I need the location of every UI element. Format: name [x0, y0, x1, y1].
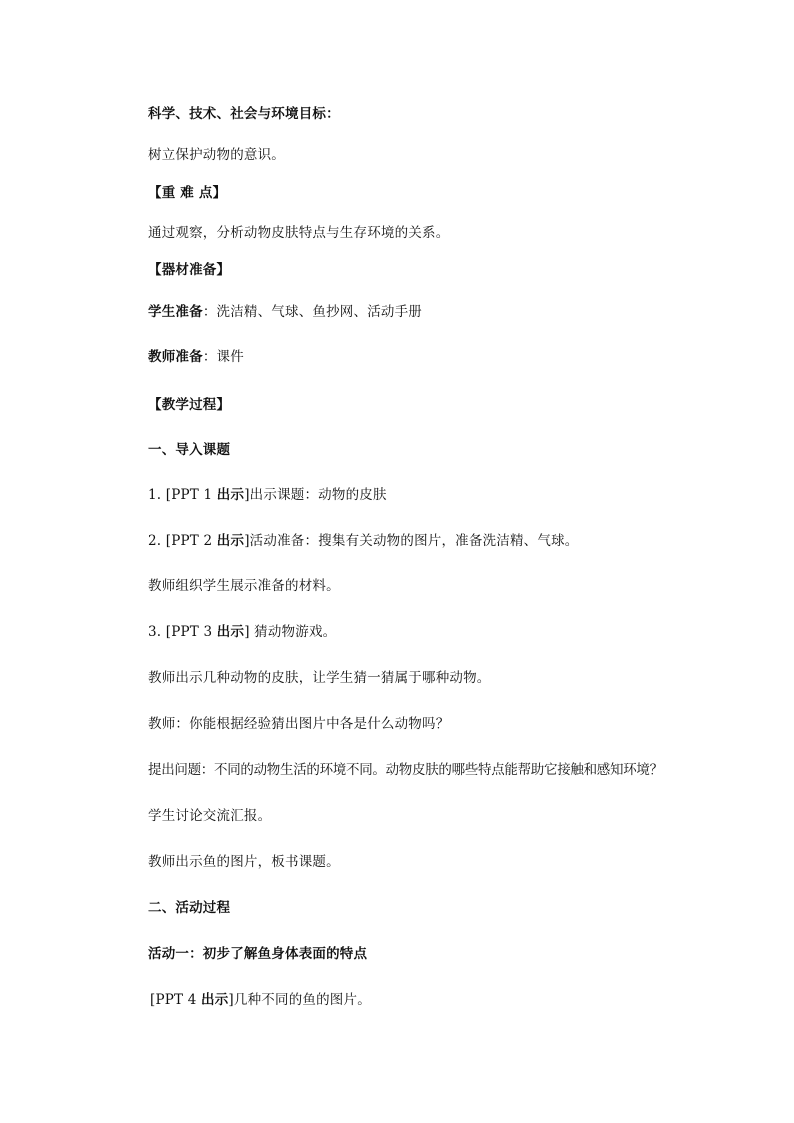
step2-line — [148, 532, 578, 550]
step2-rest: ]活动准备：搜集有关动物的图片，准备洗洁精、气球。 — [244, 533, 579, 549]
heading-materials: 【器材准备】 — [148, 262, 231, 278]
para-fish: 教师出示鱼的图片，板书课题。 — [148, 854, 340, 870]
goal-text: 树立保护动物的意识。 — [148, 147, 285, 163]
teacher-prep-label: 教师准备 — [148, 349, 203, 365]
para-problem: 提出问题：不同的动物生活的环境不同。动物皮肤的哪些特点能帮助它接触和感知环境？ — [148, 762, 663, 778]
ppt4-line — [150, 991, 371, 1009]
teacher-prep-text: ：课件 — [202, 349, 244, 365]
para-show-materials: 教师组织学生展示准备的材料。 — [148, 578, 340, 594]
ppt4-rest: ]几种不同的鱼的图片。 — [228, 992, 371, 1008]
heading-process: 【教学过程】 — [148, 397, 231, 413]
step1-rest: ]出示课题：动物的皮肤 — [244, 487, 387, 503]
step3-rest: ] 猜动物游戏。 — [244, 624, 337, 640]
step1-line — [148, 486, 387, 504]
para-discuss: 学生讨论交流汇报。 — [148, 808, 272, 824]
key-points-text: 通过观察，分析动物皮肤特点与生存环境的关系。 — [148, 225, 450, 241]
step1-bold: 出示 — [216, 487, 245, 503]
student-prep-line — [148, 303, 422, 321]
heading-key-points: 【重 难 点】 — [148, 185, 227, 201]
step2-bold: 出示 — [216, 533, 245, 549]
student-prep-label: 学生准备 — [148, 304, 203, 320]
teacher-prep-line — [148, 348, 244, 366]
step3-bold: 出示 — [216, 624, 245, 640]
step2-prefix: 2. [PPT 2 — [148, 533, 217, 549]
student-prep-text: ：洗洁精、气球、鱼抄网、活动手册 — [202, 304, 423, 320]
section2-title: 二、活动过程 — [148, 900, 231, 916]
ppt4-bold: 出示 — [201, 992, 229, 1008]
para-teacher-question: 教师：你能根据经验猜出图片中各是什么动物吗？ — [148, 716, 450, 732]
para-guess: 教师出示几种动物的皮肤，让学生猜一猜属于哪种动物。 — [148, 670, 491, 686]
heading-goals: 科学、技术、社会与环境目标： — [148, 106, 340, 122]
activity1-title: 活动一：初步了解鱼身体表面的特点 — [148, 946, 368, 962]
step3-prefix: 3. [PPT 3 — [148, 624, 217, 640]
section1-title: 一、导入课题 — [148, 442, 231, 458]
ppt4-prefix: [PPT 4 — [150, 992, 202, 1008]
step3-line — [148, 623, 336, 641]
step1-prefix: 1. [PPT 1 — [148, 487, 217, 503]
